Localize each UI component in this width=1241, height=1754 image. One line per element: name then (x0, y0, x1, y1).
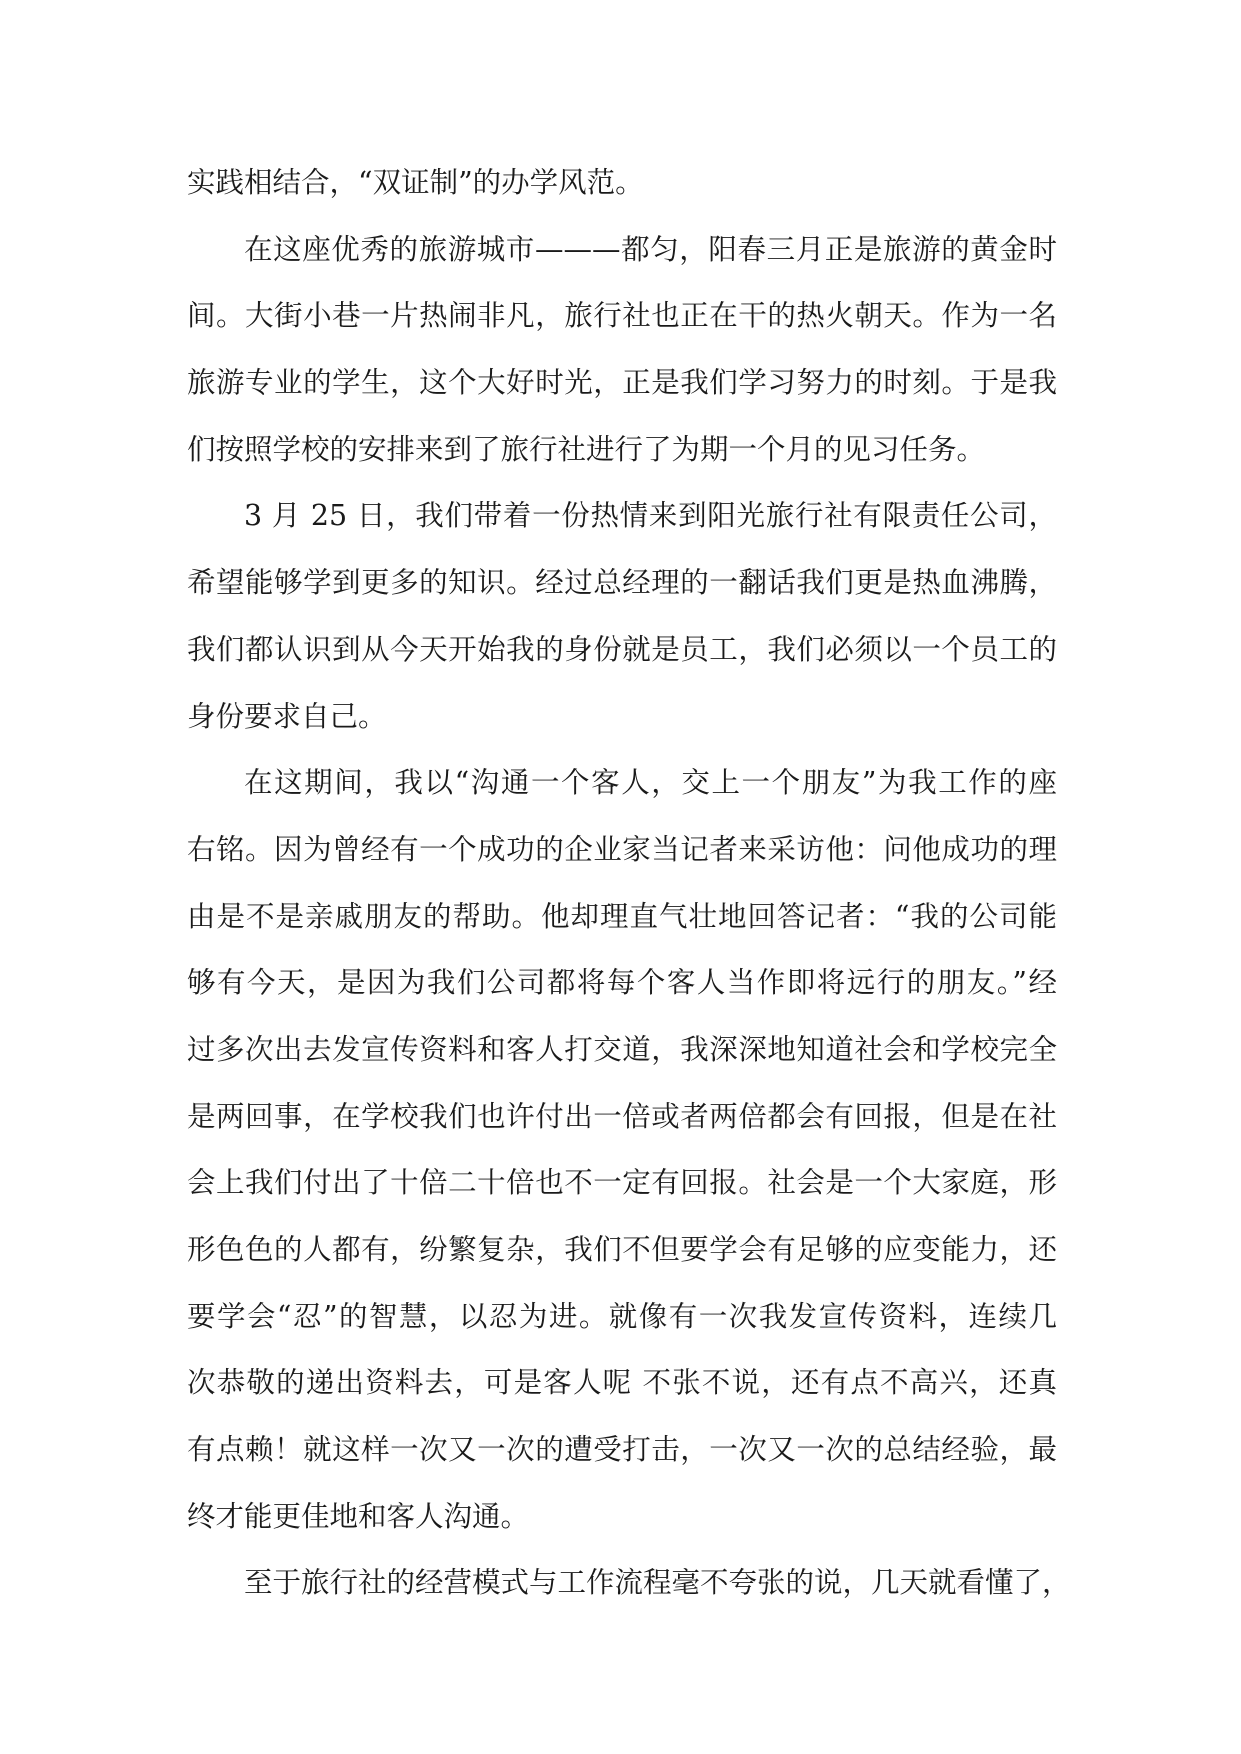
paragraph-start-line: 在这期间，我以“沟通一个客人，交上一个朋友”为我工作的座 (244, 766, 1057, 800)
document-body (187, 150, 1071, 1617)
text-line: 过多次出去发宣传资料和客人打交道，我深深地知道社会和学校完全 (187, 1032, 1057, 1066)
text-line: 要学会“忍”的智慧，以忍为进。就像有一次我发宣传资料，连续几 (187, 1299, 1057, 1333)
text-line: 会上我们付出了十倍二十倍也不一定有回报。社会是一个大家庭，形 (187, 1166, 1057, 1200)
text-line: 由是不是亲戚朋友的帮助。他却理直气壮地回答记者：“我的公司能 (187, 899, 1057, 933)
text-line: 够有今天，是因为我们公司都将每个客人当作即将远行的朋友。”经 (187, 966, 1057, 1000)
paragraph-start-line: 至于旅行社的经营模式与工作流程毫不夸张的说，几天就看懂了， (244, 1566, 1071, 1600)
text-line: 有点赖！就这样一次又一次的遭受打击，一次又一次的总结经验，最 (187, 1433, 1057, 1467)
text-line: 间。大街小巷一片热闹非凡，旅行社也正在干的热火朝天。作为一名 (187, 299, 1057, 333)
paragraph-start-line: 在这座优秀的旅游城市———都匀，阳春三月正是旅游的黄金时 (244, 232, 1057, 266)
text-line: 我们都认识到从今天开始我的身份就是员工，我们必须以一个员工的 (187, 632, 1057, 666)
text-line: 终才能更佳地和客人沟通。 (187, 1499, 530, 1533)
text-line: 实践相结合，“双证制”的办学风范。 (187, 166, 644, 199)
text-line: 形色色的人都有，纷繁复杂，我们不但要学会有足够的应变能力，还 (187, 1233, 1057, 1266)
text-line: 旅游专业的学生，这个大好时光，正是我们学习努力的时刻。于是我 (187, 366, 1057, 400)
text-line: 希望能够学到更多的知识。经过总经理的一翻话我们更是热血沸腾， (187, 566, 1057, 600)
text-line: 们按照学校的安排来到了旅行社进行了为期一个月的见习任务。 (187, 432, 986, 466)
text-line: 次恭敬的递出资料去，可是客人呢 不张不说，还有点不高兴，还真 (187, 1366, 1057, 1400)
text-line: 身份要求自己。 (187, 699, 387, 733)
text-line: 是两回事，在学校我们也许付出一倍或者两倍都会有回报，但是在社 (187, 1099, 1057, 1133)
text-line: 右铭。因为曾经有一个成功的企业家当记者来采访他：问他成功的理 (187, 832, 1057, 866)
paragraph-start-line: 3 月 25 日，我们带着一份热情来到阳光旅行社有限责任公司， (244, 499, 1057, 533)
